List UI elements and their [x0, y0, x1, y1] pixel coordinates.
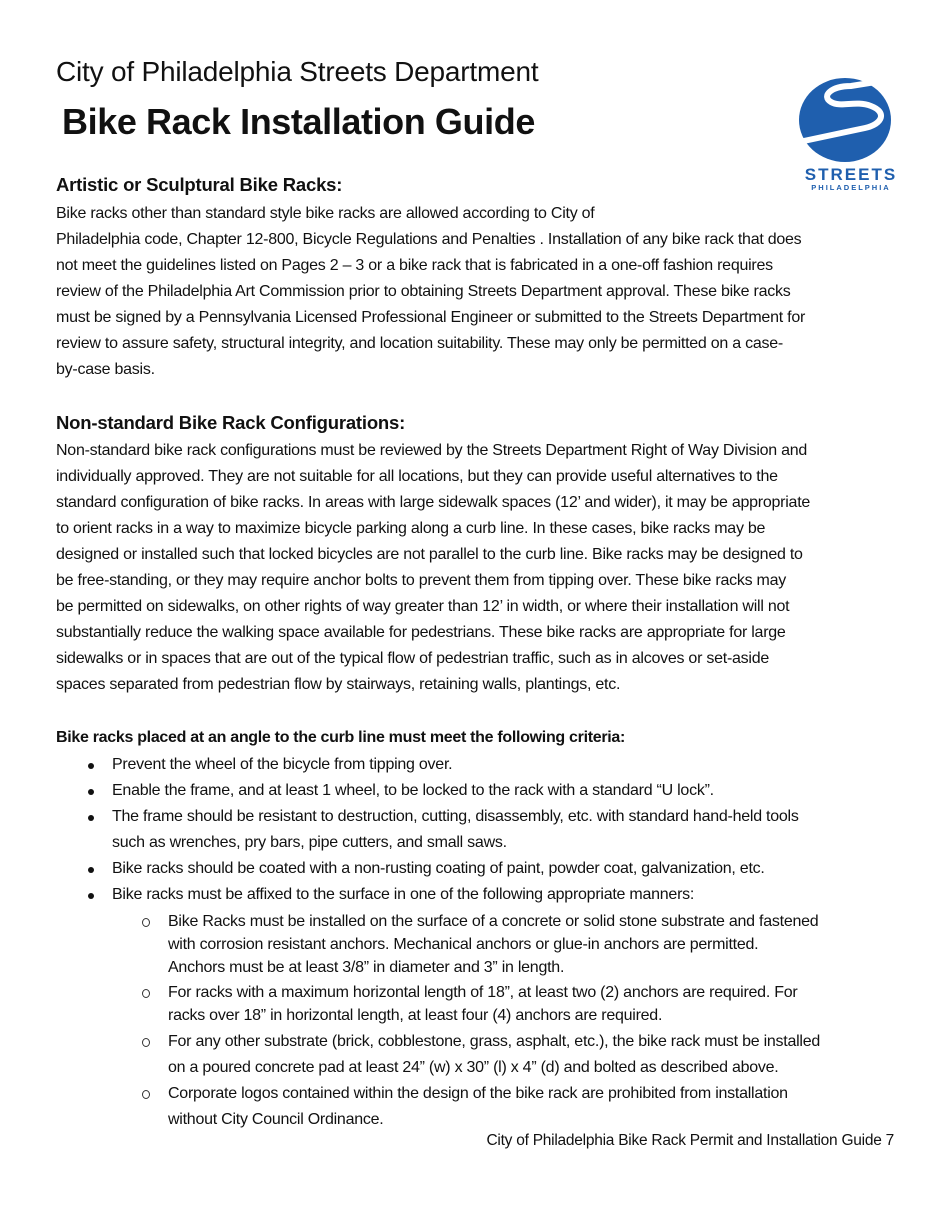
- bullet-text: Enable the frame, and at least 1 wheel, to be locked to the rack with a standard “U lock”.: [112, 782, 714, 799]
- criteria-bullet-list: [0, 752, 950, 908]
- bullet-item: [0, 856, 950, 882]
- paragraph-line: Non-standard bike rack configurations must be reviewed by the Streets Department Right of Way Division and: [56, 442, 808, 459]
- paragraph-line: review to assure safety, structural integrity, and location suitability. These may only be permitted on a case-: [56, 335, 783, 352]
- bullet-item: [0, 752, 950, 778]
- paragraph-line: designed or installed such that locked bicycles are not parallel to the curb line. Bike racks may be designed to: [56, 546, 803, 563]
- page-footer: City of Philadelphia Bike Rack Permit and Installation Guide 7: [486, 1132, 894, 1149]
- sub-bullet-item: [0, 1081, 950, 1133]
- paragraph-line: substantially reduce the walking space available for pedestrians. These bike racks are appropriate for large: [56, 624, 786, 641]
- paragraph-line: to orient racks in a way to maximize bicycle parking along a curb line. In these cases, bike racks may be: [56, 520, 766, 537]
- bullet-icon: [88, 893, 94, 899]
- paragraph-line: Bike racks other than standard style bike racks are allowed according to City of: [56, 205, 595, 222]
- paragraph-line: must be signed by a Pennsylvania Licensed Professional Engineer or submitted to the Streets Department for: [56, 309, 806, 326]
- section-heading-artistic: Artistic or Sculptural Bike Racks:: [56, 174, 343, 195]
- sub-bullet-text: For any other substrate (brick, cobblestone, grass, asphalt, etc.), the bike rack must be installed: [168, 1033, 821, 1050]
- paragraph-line: individually approved. They are not suitable for all locations, but they can provide useful alternatives to the: [56, 468, 778, 485]
- hollow-bullet-icon: [142, 1038, 150, 1047]
- criteria-heading: Bike racks placed at an angle to the curb line must meet the following criteria:: [56, 729, 626, 746]
- department-name: City of Philadelphia Streets Department: [56, 56, 539, 87]
- logo-graphic: [795, 72, 907, 192]
- sub-bullet-text: For racks with a maximum horizontal length of 18”, at least two (2) anchors are required. For: [168, 984, 798, 1001]
- sub-bullet-text: without City Council Ordinance.: [168, 1111, 384, 1128]
- bullet-icon: [88, 789, 94, 795]
- section-paragraph-nonstandard: [56, 438, 906, 698]
- bullet-icon: [88, 867, 94, 873]
- bullet-text: Prevent the wheel of the bicycle from tipping over.: [112, 756, 453, 773]
- paragraph-line: be permitted on sidewalks, on other rights of way greater than 12’ in width, or where their installation will not: [56, 598, 790, 615]
- bullet-text: such as wrenches, pry bars, pipe cutters, and small saws.: [112, 834, 507, 851]
- streets-philadelphia-logo-icon: [795, 72, 907, 192]
- page-title: Bike Rack Installation Guide: [62, 101, 535, 142]
- paragraph-line: by-case basis.: [56, 361, 155, 378]
- bullet-text: The frame should be resistant to destruction, cutting, disassembly, etc. with standard hand-held tools: [112, 808, 799, 825]
- paragraph-line: sidewalks or in spaces that are out of the typical flow of pedestrian traffic, such as in alcoves or set-aside: [56, 650, 770, 667]
- section-paragraph-artistic: [56, 201, 906, 383]
- logo-subtext: PHILADELPHIA: [811, 183, 891, 192]
- sub-bullet-text: with corrosion resistant anchors. Mechanical anchors or glue-in anchors are permitted.: [168, 936, 759, 953]
- bullet-item: [0, 804, 950, 856]
- sub-bullet-text: Corporate logos contained within the design of the bike rack are prohibited from installation: [168, 1085, 788, 1102]
- bullet-text: Bike racks must be affixed to the surface in one of the following appropriate manners:: [112, 886, 695, 903]
- bullet-icon: [88, 763, 94, 769]
- bullet-icon: [88, 815, 94, 821]
- bullet-text: Bike racks should be coated with a non-rusting coating of paint, powder coat, galvanization, etc.: [112, 860, 765, 877]
- hollow-bullet-icon: [142, 918, 150, 927]
- sub-bullet-text: racks over 18” in horizontal length, at least four (4) anchors are required.: [168, 1007, 663, 1024]
- section-heading-nonstandard: Non-standard Bike Rack Configurations:: [56, 412, 406, 433]
- sub-bullet-text: on a poured concrete pad at least 24” (w) x 30” (l) x 4” (d) and bolted as described above.: [168, 1059, 779, 1076]
- paragraph-line: be free-standing, or they may require anchor bolts to prevent them from tipping over. These bike racks may: [56, 572, 787, 589]
- sub-bullet-item: [0, 1029, 950, 1081]
- hollow-bullet-icon: [142, 1090, 150, 1099]
- sub-bullet-item: [0, 910, 950, 979]
- paragraph-line: review of the Philadelphia Art Commission prior to obtaining Streets Department approval. These bike racks: [56, 283, 791, 300]
- paragraph-line: spaces separated from pedestrian flow by stairways, retaining walls, plantings, etc.: [56, 676, 621, 693]
- logo-wordmark: STREETS: [804, 165, 898, 184]
- criteria-sub-bullet-list: [0, 910, 950, 1133]
- paragraph-line: Philadelphia code, Chapter 12-800, Bicycle Regulations and Penalties . Installation of any bike rack that does: [56, 231, 802, 248]
- sub-bullet-text: Bike Racks must be installed on the surface of a concrete or solid stone substrate and fastened: [168, 913, 819, 930]
- paragraph-line: standard configuration of bike racks. In areas with large sidewalk spaces (12’ and wider), it may be appropriate: [56, 494, 811, 511]
- paragraph-line: not meet the guidelines listed on Pages 2 – 3 or a bike rack that is fabricated in a one-off fashion requires: [56, 257, 773, 274]
- sub-bullet-text: Anchors must be at least 3/8” in diameter and 3” in length.: [168, 959, 565, 976]
- bullet-item: [0, 778, 950, 804]
- sub-bullet-item: [0, 981, 950, 1027]
- bullet-item: [0, 882, 950, 908]
- hollow-bullet-icon: [142, 989, 150, 998]
